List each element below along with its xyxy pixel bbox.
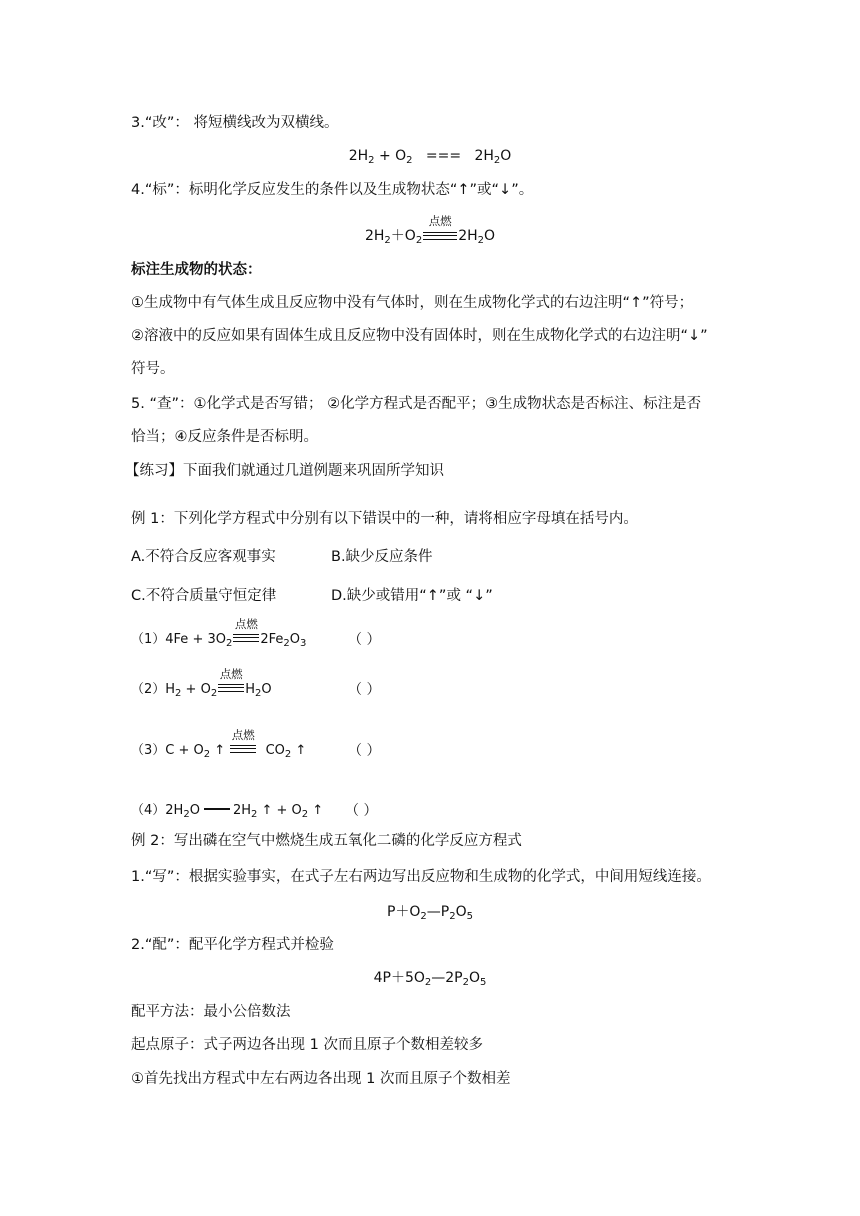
- equation-write: $P+O_2—P_2O_5$: [386, 904, 474, 922]
- answer-blank-2[interactable]: （ ）: [348, 682, 381, 698]
- step3-text: 3.“改”： 将短横线改为双横线。: [131, 115, 339, 131]
- example2-prompt: 例 2：写出磷在空气中燃烧生成五氧化二磷的化学反应方程式: [131, 833, 522, 849]
- equation-balanced: $4P+5O_2—2P_2O_5$: [373, 970, 487, 988]
- state-rule-2-cont: 符号。: [131, 361, 175, 377]
- step4-text: 4.“标”：标明化学反应发生的条件以及生成物状态“↑”或“↓”。: [131, 182, 534, 198]
- practice-heading: 【练习】下面我们就通过几道例题来巩固所学知识: [125, 463, 444, 479]
- option-c: C.不符合质量守恒定律: [131, 588, 277, 604]
- balance-step: 2.“配”：配平化学方程式并检验: [131, 937, 334, 953]
- question-1: $(1)4Fe + 3O_2$ 点燃 $2Fe_2O_3$: [131, 617, 307, 649]
- question-4: $(4)2H_2O$ $2H_2$ ↑ + $O_2$ ↑: [131, 803, 324, 820]
- option-b: B.缺少反应条件: [331, 549, 433, 565]
- question-3: $(3)C + O_2$ ↑ 点燃 $CO_2$ ↑: [131, 728, 307, 760]
- equation-step3: $2H_2 + O_2$ === $2H_2O$: [348, 148, 512, 166]
- answer-blank-4[interactable]: （ ）: [345, 803, 378, 819]
- question-2: $(2)H_2 + O_2$ 点燃 $H_2O$: [131, 667, 272, 699]
- state-heading: 标注生成物的状态：: [131, 262, 262, 278]
- state-rule-1: ①生成物中有气体生成且反应物中没有气体时，则在生成物化学式的右边注明“↑”符号；: [131, 295, 694, 311]
- balance-method: 配平方法：最小公倍数法: [131, 1004, 291, 1020]
- write-step: 1.“写”：根据实验事实，在式子左右两边写出反应物和生成物的化学式，中间用短线连接。: [131, 869, 711, 885]
- step5-text-cont: 恰当；④反应条件是否标明。: [131, 429, 318, 445]
- answer-blank-3[interactable]: （ ）: [348, 743, 381, 759]
- first-step: ①首先找出方程式中左右两边各出现 1 次而且原子个数相差: [131, 1071, 511, 1087]
- step5-text: 5. “查”：①化学式是否写错； ②化学方程式是否配平；③生成物状态是否标注、标注是否: [131, 396, 702, 412]
- state-rule-2: ②溶液中的反应如果有固体生成且反应物中没有固体时，则在生成物化学式的右边注明“↓”: [131, 328, 708, 344]
- origin-atom: 起点原子：式子两边各出现 1 次而且原子个数相差较多: [131, 1037, 483, 1053]
- condition-ignite: 点燃: [422, 228, 458, 248]
- equation-step4: $2H_2+O_2$ 点燃 $2H_2O$: [364, 214, 496, 246]
- example1-prompt: 例 1：下列化学方程式中分别有以下错误中的一种，请将相应字母填在括号内。: [131, 511, 638, 527]
- option-a: A.不符合反应客观事实: [131, 549, 276, 565]
- answer-blank-1[interactable]: （ ）: [348, 632, 381, 648]
- option-d: D.缺少或错用“↑”或 “↓”: [331, 588, 493, 604]
